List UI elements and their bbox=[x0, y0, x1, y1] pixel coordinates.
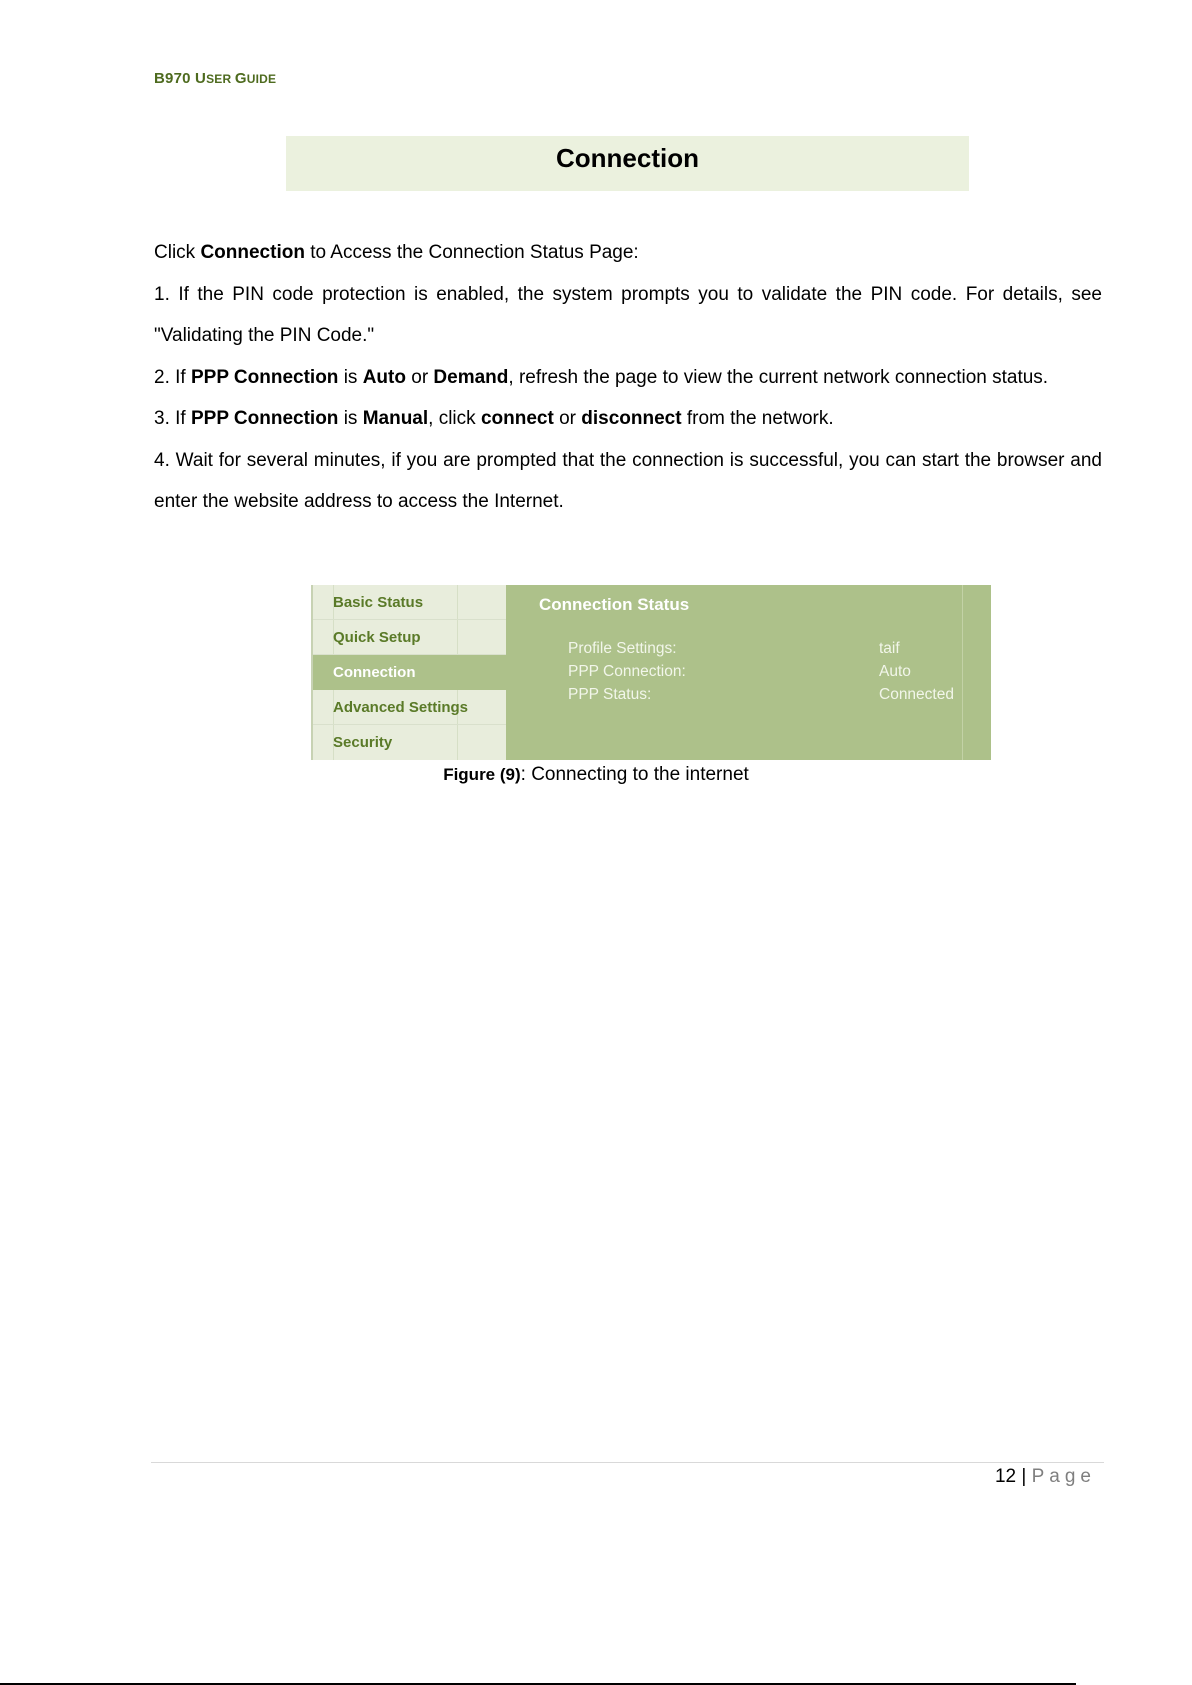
page-number: 12 bbox=[994, 1466, 1017, 1487]
step-3: 3. If PPP Connection is Manual, click connect or disconnect from the network. bbox=[154, 408, 834, 429]
instructions bbox=[154, 232, 1102, 523]
nav-advanced-settings[interactable]: Advanced Settings bbox=[313, 690, 506, 725]
ppp-connection-label: PPP Connection: bbox=[568, 663, 686, 680]
page-word: Page bbox=[1031, 1466, 1096, 1487]
nav-quick-setup[interactable]: Quick Setup bbox=[313, 620, 506, 655]
page-footer: 12 | Page bbox=[994, 1466, 1096, 1487]
panel-title: Connection Status bbox=[539, 595, 690, 614]
step-4: 4. Wait for several minutes, if you are prompted that the connection is successful, you can start the browser and enter the website address to access the Internet. bbox=[154, 449, 1102, 512]
figure-sidebar bbox=[311, 585, 506, 760]
step-1: 1. If the PIN code protection is enabled, the system prompts you to validate the PIN code. For details, see "Validating the PIN Code." bbox=[154, 283, 1102, 346]
nav-connection[interactable]: Connection bbox=[313, 655, 506, 690]
step-2: 2. If PPP Connection is Auto or Demand, refresh the page to view the current network connection status. bbox=[154, 366, 1049, 388]
figure-screenshot bbox=[311, 585, 991, 760]
ppp-status-value: Connected bbox=[879, 686, 954, 703]
section-title-box bbox=[286, 136, 969, 191]
profile-settings-value: taif bbox=[879, 640, 900, 657]
footer-divider bbox=[151, 1462, 1104, 1463]
intro-paragraph: Click Connection to Access the Connection Status Page: bbox=[154, 242, 639, 263]
nav-security[interactable]: Security bbox=[333, 734, 393, 751]
ppp-status-label: PPP Status: bbox=[568, 686, 652, 703]
ppp-connection-value: Auto bbox=[879, 663, 911, 680]
profile-settings-label: Profile Settings: bbox=[568, 640, 677, 657]
section-title: Connection bbox=[556, 143, 699, 173]
scrollbar-track[interactable] bbox=[962, 585, 991, 760]
nav-basic-status[interactable]: Basic Status bbox=[313, 585, 506, 620]
running-header: B970 USER GUIDE bbox=[154, 70, 277, 87]
figure-caption: Figure (9): Connecting to the internet bbox=[443, 764, 749, 785]
